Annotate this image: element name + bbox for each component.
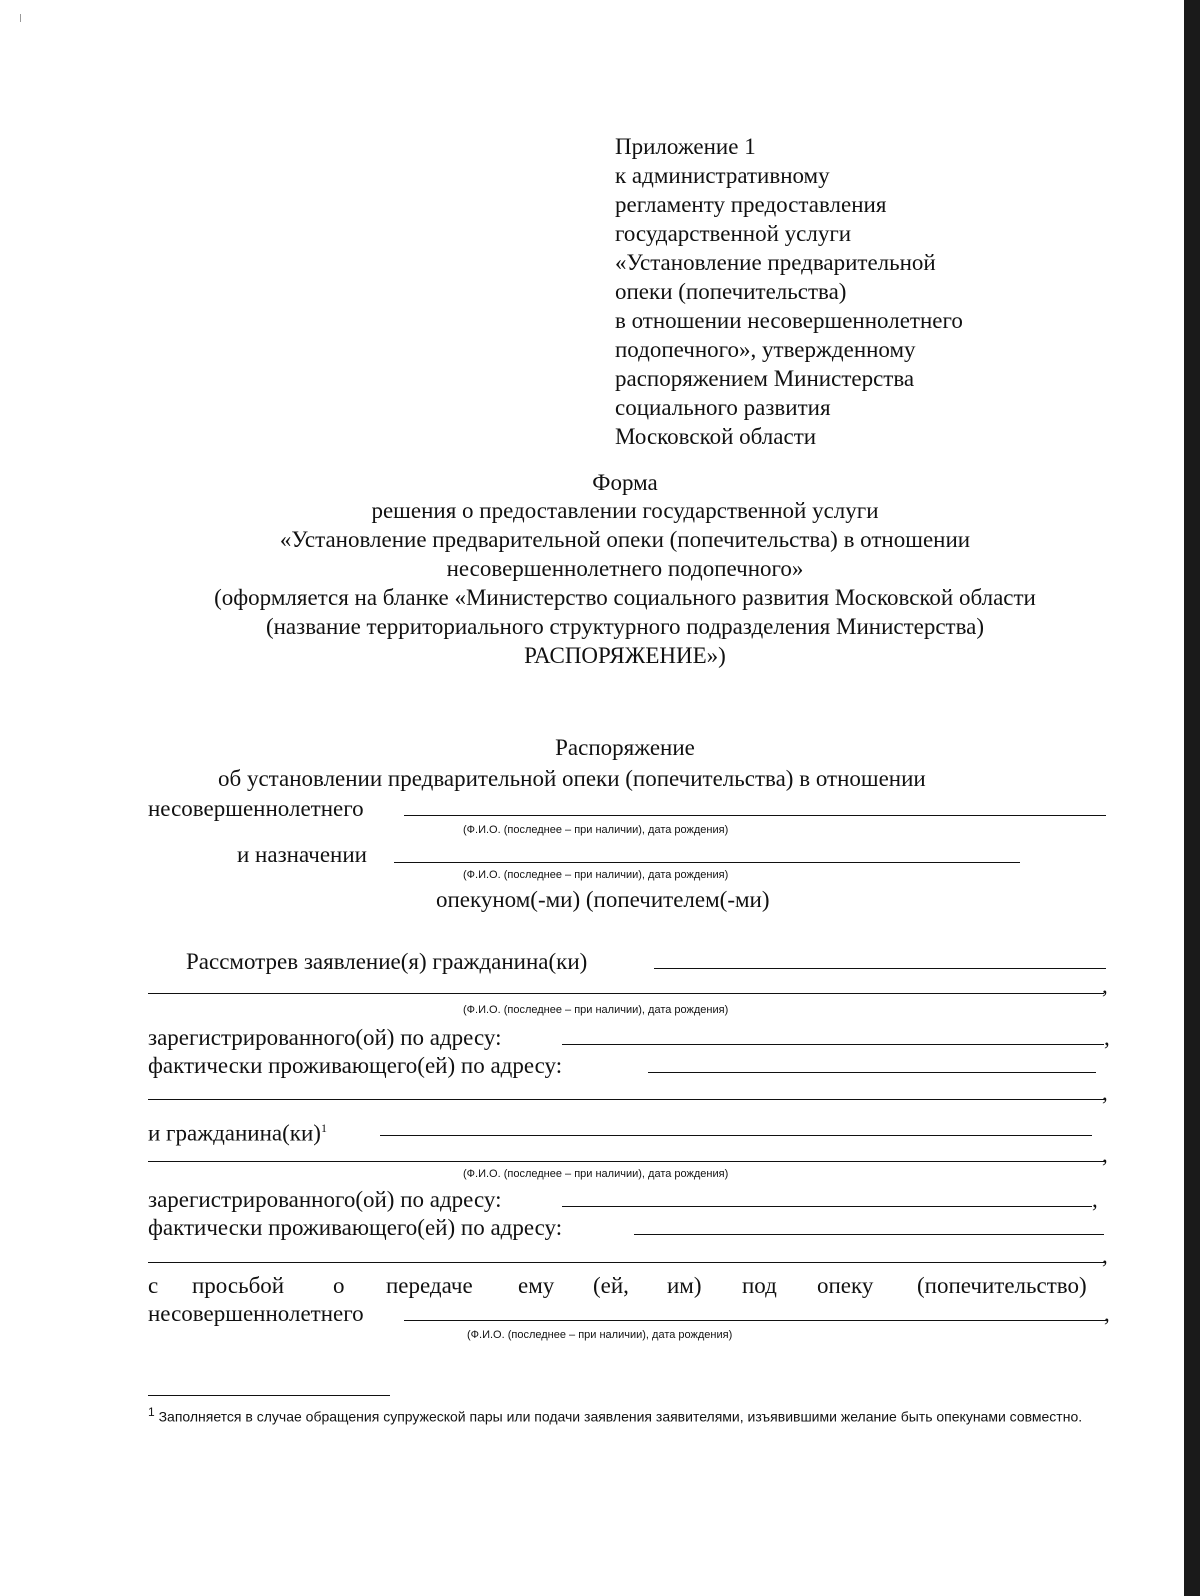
form-header-line: (название территориального структурного подразделения Министерства) — [265, 614, 985, 639]
form-title: Форма — [592, 470, 658, 495]
comma: , — [1102, 1142, 1108, 1167]
applicant2-registered-address-field[interactable] — [562, 1206, 1092, 1207]
footnote-ref: 1 — [320, 1121, 327, 1135]
comma: , — [1102, 973, 1108, 998]
request-word: о — [333, 1273, 345, 1298]
annex-line: регламенту предоставления — [615, 192, 887, 217]
applicant1-registered-address-field[interactable] — [562, 1044, 1104, 1045]
annex-line: в отношении несовершеннолетнего — [615, 308, 963, 333]
footnote-text: Заполняется в случае обращения супружеской пары или подачи заявления заявителями, изъявившими желание быть опекунами совместно. — [154, 1408, 1083, 1425]
request-word: (ей, — [593, 1273, 629, 1298]
annex-line: государственной услуги — [615, 221, 852, 246]
request-word: им) — [667, 1273, 702, 1298]
fio-hint: (Ф.И.О. (последнее – при наличии), дата рождения) — [463, 869, 729, 881]
annex-line: социального развития — [615, 395, 831, 420]
annex-line: распоряжением Министерства — [615, 366, 915, 391]
annex-line: Московской области — [615, 424, 817, 449]
registered-label: зарегистрированного(ой) по адресу: — [148, 1187, 502, 1212]
order-title: Распоряжение — [555, 735, 695, 760]
request-word: передаче — [386, 1273, 473, 1298]
footnote-rule — [148, 1395, 390, 1396]
comma: , — [1102, 1243, 1108, 1268]
comma: , — [1092, 1187, 1098, 1212]
registered-label: зарегистрированного(ой) по адресу: — [148, 1025, 502, 1050]
applicant2-fio-field[interactable] — [380, 1135, 1092, 1136]
residing-label: фактически проживающего(ей) по адресу: — [148, 1215, 563, 1240]
request-word: (попечительство) — [917, 1273, 1087, 1298]
guardian-fio-field[interactable] — [394, 862, 1020, 863]
annex-line: опеки (попечительства) — [615, 279, 847, 304]
comma: , — [1102, 1080, 1108, 1105]
residing-label: фактически проживающего(ей) по адресу: — [148, 1053, 563, 1078]
annex-block — [615, 132, 963, 451]
guardian-label: опекуном(-ми) (попечителем(-ми) — [436, 887, 770, 912]
minor-label: несовершеннолетнего — [148, 1301, 364, 1326]
form-header-line: «Установление предварительной опеки (попечительства) в отношении — [279, 527, 971, 552]
annex-line: подопечного», утвержденному — [615, 337, 916, 362]
annex-line: Приложение 1 — [615, 134, 756, 159]
applicant1-fio-field-cont[interactable] — [148, 993, 1104, 994]
applicant2-actual-address-field-cont[interactable] — [148, 1262, 1104, 1263]
fio-hint: (Ф.И.О. (последнее – при наличии), дата рождения) — [463, 824, 729, 836]
request-word: с — [148, 1273, 159, 1298]
fio-hint: (Ф.И.О. (последнее – при наличии), дата рождения) — [463, 1004, 729, 1016]
request-word: ему — [518, 1273, 555, 1298]
applicant1-actual-address-field[interactable] — [648, 1072, 1096, 1073]
applicant1-actual-address-field-cont[interactable] — [148, 1099, 1104, 1100]
minor-fio-field-2[interactable] — [404, 1320, 1106, 1321]
order-subtitle: об установлении предварительной опеки (попечительства) в отношении — [218, 766, 926, 791]
form-header-line: несовершеннолетнего подопечного» — [446, 556, 804, 581]
fio-hint: (Ф.И.О. (последнее – при наличии), дата рождения) — [463, 1168, 729, 1180]
form-header-line: решения о предоставлении государственной услуги — [371, 498, 879, 523]
considered-label: Рассмотрев заявление(я) гражданина(ки) — [186, 949, 588, 974]
footnote — [148, 1401, 1108, 1428]
fio-hint: (Ф.И.О. (последнее – при наличии), дата рождения) — [467, 1329, 733, 1341]
annex-line: «Установление предварительной — [615, 250, 936, 275]
footnote-mark: 1 — [148, 1405, 155, 1419]
form-header-line: РАСПОРЯЖЕНИЕ») — [524, 643, 726, 668]
second-citizen-label: и гражданина(ки)$^1$ — [148, 1120, 327, 1146]
comma: , — [1104, 1301, 1110, 1326]
form-header-line: (оформляется на бланке «Министерство социального развития Московской области — [214, 585, 1036, 610]
applicant2-actual-address-field[interactable] — [634, 1234, 1104, 1235]
request-word: под — [742, 1273, 777, 1298]
annex-line: к административному — [615, 163, 830, 188]
request-word: просьбой — [192, 1273, 285, 1298]
scan-mark — [20, 14, 21, 22]
applicant2-fio-field-cont[interactable] — [148, 1161, 1104, 1162]
appoint-label: и назначении — [237, 842, 367, 867]
minor-fio-field[interactable] — [404, 815, 1106, 816]
applicant1-fio-field[interactable] — [654, 968, 1106, 969]
comma: , — [1104, 1025, 1110, 1050]
minor-label: несовершеннолетнего — [148, 796, 364, 821]
request-word: опеку — [817, 1273, 874, 1298]
scan-edge — [1184, 0, 1200, 1596]
